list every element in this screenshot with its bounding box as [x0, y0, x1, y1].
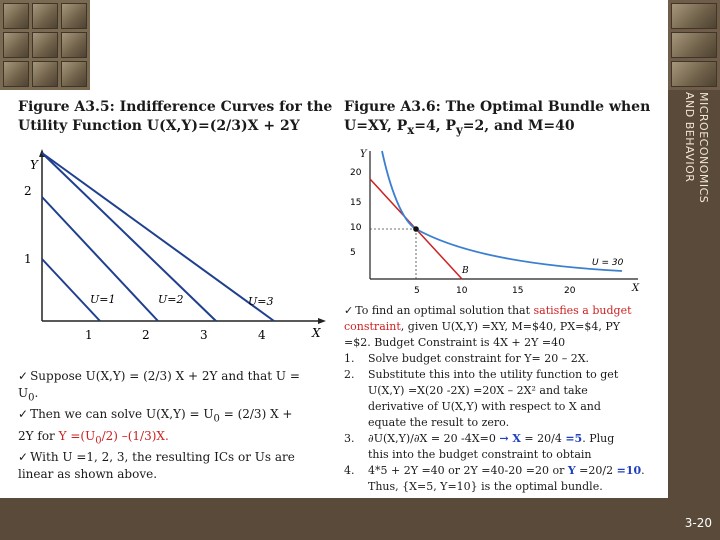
right-title-line1: Figure A3.6: The Optimal Bundle when: [344, 99, 651, 115]
book-title-vertical: [668, 92, 720, 212]
bottom-band: [0, 498, 668, 540]
book-title-line2: AND BEHAVIOR: [683, 92, 696, 183]
step-3: 3. ∂U(X,Y)/∂X = 20 -4X=0 → X = 20/4 =5. Plug this into the budget constraint to obtain: [344, 432, 615, 461]
bullet-2: ✓ Then we can solve $U(X,Y) = U_0 = (2/3) X$ +: [18, 407, 293, 425]
y-axis-label: Y: [360, 149, 367, 160]
x-tick-2: 2: [142, 328, 150, 342]
left-title-line2: Utility Function U(X,Y)=(2/3)X + 2Y: [18, 118, 300, 134]
x-tick-5: 5: [414, 286, 420, 296]
right-explanation: [344, 303, 660, 495]
indifference-curves-figure: [12, 143, 334, 355]
book-title-line1: MICROECONOMICS: [697, 92, 710, 204]
budget-label: B: [462, 266, 469, 276]
y-tick-1: 1: [24, 252, 32, 266]
decorative-tiles: [0, 0, 90, 90]
x-axis-label: X: [312, 326, 321, 340]
indifference-curves-graph: [12, 143, 334, 355]
x-tick-4: 4: [258, 328, 266, 342]
step-1: 1. Solve budget constraint for Y= 20 – 2X.: [344, 352, 590, 365]
y-tick-20: 20: [350, 168, 362, 178]
x-tick-15: 15: [512, 286, 524, 296]
bullet-1: ✓ Suppose U(X,Y) = (2/3) X + 2Y and that U =: [18, 369, 300, 383]
left-figure-title: [18, 98, 338, 136]
y-axis-label: Y: [30, 158, 38, 172]
x-tick-3: 3: [200, 328, 208, 342]
indifference-curve-u30: [382, 151, 622, 271]
right-title-line2: U=XY, $P_x=4$, $P_y=2$, and M=40: [344, 118, 575, 137]
step-4: 4. 4*5 + 2Y =40 or 2Y =40-20 =20 or Y =20/2 =10. Thus, {X=5, Y=10} is the optimal bundle.: [344, 464, 645, 493]
x-tick-10: 10: [456, 286, 468, 296]
optimal-bundle-graph: [342, 143, 648, 303]
page-number: 3-20: [684, 516, 712, 530]
right-decorative-tiles: [668, 0, 720, 90]
step-2: 2. Substitute this into the utility function to get U(X,Y) =X(20 -2X) =20X – 2X² and take derivative of U(X,Y) with respect to X and equate the result to zero.: [344, 368, 619, 429]
bullet-2-cont: 2Y for $Y =(U_0/2)$ –(1/3)X.: [18, 428, 169, 447]
ic-u1: [42, 259, 100, 321]
bullet-3: ✓ With U =1, 2, 3, the resulting ICs or Us are: [18, 450, 295, 465]
ic-label-u3: U=3: [248, 295, 274, 308]
x-tick-20: 20: [564, 286, 576, 296]
y-tick-5: 5: [350, 248, 356, 258]
curve-label: U = 30: [592, 258, 624, 268]
bullet-1-cont: $U_0$.: [18, 386, 39, 404]
ic-u3: [42, 153, 216, 321]
x-tick-1: 1: [85, 328, 93, 342]
left-explanation: [18, 368, 336, 483]
y-tick-15: 15: [350, 198, 362, 208]
intro-line1: ✓ To find an optimal solution that satisfies a budget: [344, 304, 632, 317]
right-brand-band: [668, 0, 720, 540]
right-figure-title: [344, 98, 664, 140]
left-title-line1: Figure A3.5: Indifference Curves for the: [18, 99, 333, 115]
y-tick-10: 10: [350, 223, 362, 233]
optimal-point: [413, 226, 419, 232]
intro-line2: constraint, given U(X,Y) =XY, M=$40, PX=$4, PY: [344, 320, 621, 333]
optimal-bundle-figure: [342, 143, 648, 303]
intro-line3: =$2. Budget Constraint is 4X + 2Y =40: [344, 336, 566, 349]
y-tick-2: 2: [24, 184, 32, 198]
ic-label-u2: U=2: [158, 293, 184, 306]
bullet-3-cont: linear as shown above.: [18, 467, 158, 482]
ic-label-u1: U=1: [90, 293, 116, 306]
x-axis-label: X: [632, 283, 640, 294]
